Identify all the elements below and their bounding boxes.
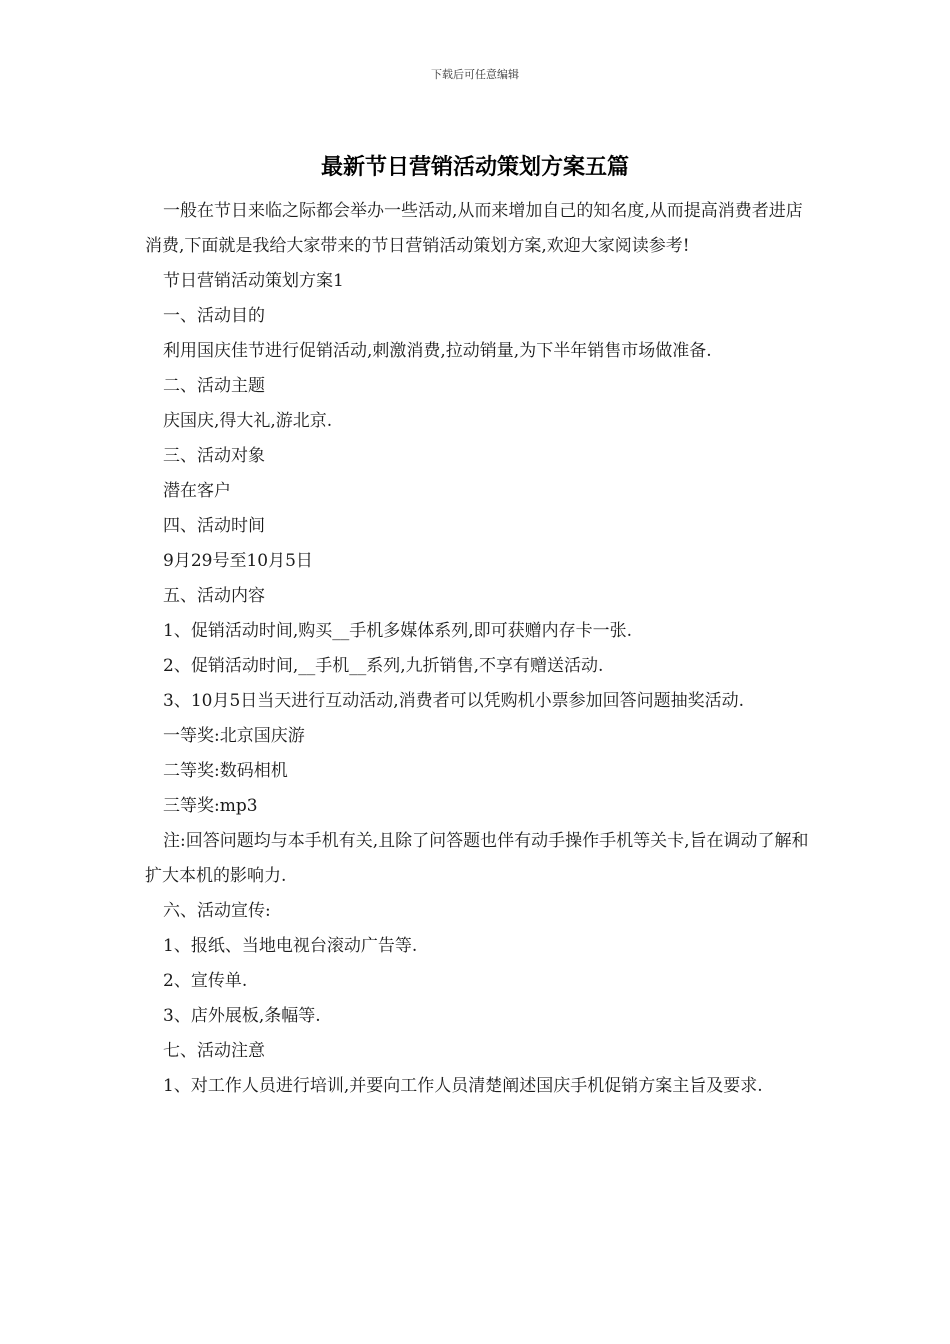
document-title: 最新节日营销活动策划方案五篇 [320,154,629,180]
paragraph: 利用国庆佳节进行促销活动,刺激消费,拉动销量,为下半年销售市场做准备. [163,341,712,361]
paragraph: 庆国庆,得大礼,游北京. [163,411,333,431]
paragraph: 一、活动目的 [163,306,265,326]
paragraph: 潜在客户 [163,481,231,501]
paragraph: 3、10月5日当天进行互动活动,消费者可以凭购机小票参加回答问题抽奖活动. [163,691,745,711]
paragraph: 三等奖:mp3 [163,796,258,816]
paragraph: 1、对工作人员进行培训,并要向工作人员清楚阐述国庆手机促销方案主旨及要求. [163,1076,763,1096]
paragraph: 二等奖:数码相机 [163,761,288,781]
paragraph: 1、报纸、当地电视台滚动广告等. [163,936,418,956]
paragraph: 四、活动时间 [163,516,265,536]
paragraph: 2、促销活动时间,__手机__系列,九折销售,不享有赠送活动. [163,656,604,676]
document-body [145,194,811,1104]
paragraph: 节日营销活动策划方案1 [163,271,344,291]
header-note: 下载后可任意编辑 [431,68,519,81]
paragraph: 1、促销活动时间,购买__手机多媒体系列,即可获赠内存卡一张. [163,621,633,641]
paragraph: 七、活动注意 [163,1041,265,1061]
paragraph: 二、活动主题 [163,376,265,396]
paragraph: 六、活动宣传: [163,901,271,921]
paragraph: 一般在节日来临之际都会举办一些活动,从而来增加自己的知名度,从而提高消费者进店消费,下面就是我给大家带来的节日营销活动策划方案,欢迎大家阅读参考! [145,201,803,256]
paragraph: 3、店外展板,条幅等. [163,1006,321,1026]
paragraph: 五、活动内容 [163,586,265,606]
paragraph: 2、宣传单. [163,971,248,991]
paragraph: 9月29号至10月5日 [163,551,313,571]
paragraph: 注:回答问题均与本手机有关,且除了问答题也伴有动手操作手机等关卡,旨在调动了解和扩大本机的影响力. [145,831,809,886]
paragraph: 三、活动对象 [163,446,265,466]
paragraph: 一等奖:北京国庆游 [163,726,305,746]
